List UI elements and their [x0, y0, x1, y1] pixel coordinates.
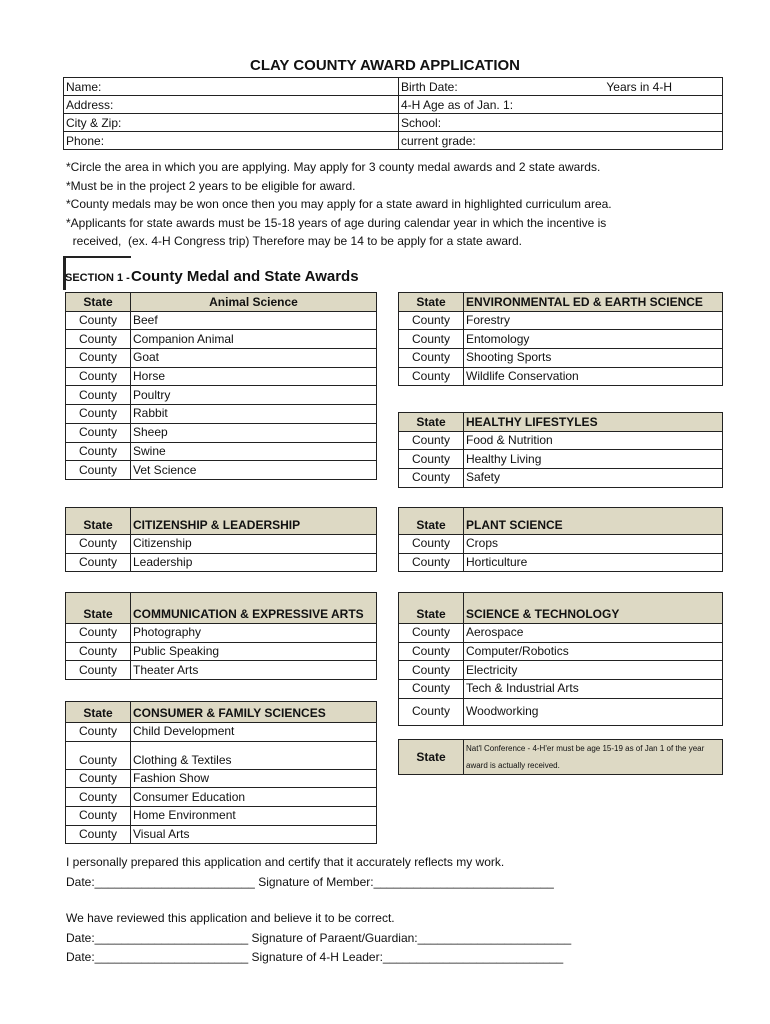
project-item[interactable]: Beef [131, 311, 377, 330]
county-option[interactable]: County [66, 442, 131, 461]
group-title: ENVIRONMENTAL ED & EARTH SCIENCE [464, 293, 723, 312]
group-title: HEALTHY LIFESTYLES [464, 413, 723, 432]
state-option[interactable]: State [399, 740, 464, 775]
group-title: Animal Science [131, 293, 377, 312]
county-option[interactable]: County [66, 349, 131, 368]
project-item[interactable]: Electricity [464, 661, 723, 680]
group-citizenship [65, 507, 377, 572]
project-item[interactable]: Horticulture [464, 553, 723, 572]
project-item[interactable]: Rabbit [131, 405, 377, 424]
group-science-technology [398, 592, 723, 726]
state-option[interactable]: State [399, 508, 464, 535]
applicant-info-table [63, 77, 723, 150]
project-item[interactable]: Entomology [464, 330, 723, 349]
county-option[interactable]: County [66, 723, 131, 742]
county-option[interactable]: County [66, 423, 131, 442]
county-option[interactable]: County [66, 367, 131, 386]
group-title: CONSUMER & FAMILY SCIENCES [131, 702, 377, 723]
project-item[interactable]: Photography [131, 624, 377, 643]
county-option[interactable]: County [399, 311, 464, 330]
project-item[interactable]: Computer/Robotics [464, 642, 723, 661]
note: *Applicants for state awards must be 15-18 years of age during calendar year in which the incentive is [66, 215, 607, 230]
state-option[interactable]: State [399, 293, 464, 312]
county-option[interactable]: County [399, 367, 464, 386]
note: *County medals may be won once then you may apply for a state award in highlighted curriculum area. [66, 197, 612, 211]
group-healthy-lifestyles [398, 412, 723, 488]
project-item[interactable]: Clothing & Textiles [131, 741, 377, 769]
state-option[interactable]: State [399, 593, 464, 624]
county-option[interactable]: County [399, 450, 464, 469]
group-national-conference [398, 739, 723, 775]
school-field[interactable]: School: [399, 114, 723, 132]
reviewed-statement: We have reviewed this application and believe it to be correct. [66, 911, 395, 925]
certify-statement: I personally prepared this application and certify that it accurately reflects my work. [66, 855, 505, 869]
group-title: COMMUNICATION & EXPRESSIVE ARTS [131, 593, 377, 624]
county-option[interactable]: County [66, 741, 131, 769]
project-item[interactable]: Food & Nutrition [464, 431, 723, 450]
project-item[interactable]: Healthy Living [464, 450, 723, 469]
leader-signature-line[interactable]: Date:_______________________ Signature of 4-H Leader:___________________________ [66, 950, 564, 964]
group-title: PLANT SCIENCE [464, 508, 723, 535]
project-item[interactable]: Forestry [464, 311, 723, 330]
project-item[interactable]: Poultry [131, 386, 377, 405]
project-item[interactable]: Wildlife Conservation [464, 367, 723, 386]
project-item[interactable]: Shooting Sports [464, 349, 723, 368]
project-item[interactable]: Theater Arts [131, 661, 377, 680]
project-item[interactable]: Horse [131, 367, 377, 386]
county-option[interactable]: County [66, 769, 131, 788]
section-title: County Medal and State Awards [131, 268, 359, 285]
note: *Must be in the project 2 years to be eligible for award. [66, 178, 356, 193]
county-option[interactable]: County [66, 405, 131, 424]
group-consumer-family [65, 701, 377, 844]
project-item[interactable]: Aerospace [464, 624, 723, 643]
parent-signature-line[interactable]: Date:_______________________ Signature of Paraent/Guardian:_______________________ [66, 931, 572, 945]
project-item[interactable]: Vet Science [131, 461, 377, 480]
state-option[interactable]: State [66, 702, 131, 723]
state-option[interactable]: State [66, 508, 131, 535]
county-option[interactable]: County [66, 788, 131, 807]
county-option[interactable]: County [399, 624, 464, 643]
county-option[interactable]: County [66, 461, 131, 480]
county-option[interactable]: County [399, 469, 464, 488]
group-plant-science [398, 507, 723, 572]
grade-field[interactable]: current grade: [399, 132, 723, 150]
project-item[interactable]: Goat [131, 349, 377, 368]
project-item[interactable]: Safety [464, 469, 723, 488]
note: received, (ex. 4-H Congress trip) Therefore may be 14 to be apply for a state award. [66, 234, 522, 248]
project-item[interactable]: Sheep [131, 423, 377, 442]
county-option[interactable]: County [66, 825, 131, 844]
project-item[interactable]: Home Environment [131, 807, 377, 826]
form-title: CLAY COUNTY AWARD APPLICATION [249, 57, 521, 74]
instructions [66, 158, 726, 251]
name-field[interactable]: Name: [64, 78, 399, 96]
years-in-4h-label: Years in 4-H [606, 79, 672, 94]
state-option[interactable]: State [399, 413, 464, 432]
birth-date-field[interactable]: Birth Date: Years in 4-H [399, 78, 723, 96]
member-signature-line[interactable]: Date:________________________ Signature of Member:___________________________ [66, 875, 554, 889]
project-item[interactable]: Fashion Show [131, 769, 377, 788]
national-conference-note: Nat'l Conference - 4-H'er must be age 15-19 as of Jan 1 of the year award is actually received. [464, 740, 723, 775]
group-title: SCIENCE & TECHNOLOGY [464, 593, 723, 624]
section-label: SECTION 1 - [65, 272, 130, 284]
group-animal-science [65, 292, 377, 480]
project-item[interactable]: Companion Animal [131, 330, 377, 349]
county-option[interactable]: County [399, 698, 464, 725]
county-option[interactable]: County [399, 535, 464, 554]
county-option[interactable]: County [399, 431, 464, 450]
county-option[interactable]: County [66, 807, 131, 826]
project-item[interactable]: Tech & Industrial Arts [464, 680, 723, 699]
county-option[interactable]: County [399, 330, 464, 349]
group-communication [65, 592, 377, 680]
project-item[interactable]: Public Speaking [131, 642, 377, 661]
county-option[interactable]: County [66, 535, 131, 554]
project-item[interactable]: Leadership [131, 553, 377, 572]
county-option[interactable]: County [399, 553, 464, 572]
group-environmental [398, 292, 723, 386]
city-zip-field[interactable]: City & Zip: [64, 114, 399, 132]
county-option[interactable]: County [399, 680, 464, 699]
note: *Circle the area in which you are applying. May apply for 3 county medal awards and 2 state awards. [66, 160, 601, 174]
state-option[interactable]: State [66, 593, 131, 624]
county-option[interactable]: County [66, 330, 131, 349]
county-option[interactable]: County [66, 642, 131, 661]
group-title: CITIZENSHIP & LEADERSHIP [131, 508, 377, 535]
county-option[interactable]: County [66, 624, 131, 643]
project-item[interactable]: Consumer Education [131, 788, 377, 807]
county-option[interactable]: County [66, 386, 131, 405]
project-item[interactable]: Crops [464, 535, 723, 554]
age-field[interactable]: 4-H Age as of Jan. 1: [399, 96, 723, 114]
project-item[interactable]: Visual Arts [131, 825, 377, 844]
phone-field[interactable]: Phone: [64, 132, 399, 150]
county-option[interactable]: County [399, 642, 464, 661]
county-option[interactable]: County [66, 311, 131, 330]
section-header [63, 256, 377, 290]
county-option[interactable]: County [399, 661, 464, 680]
project-item[interactable]: Child Development [131, 723, 377, 742]
address-field[interactable]: Address: [64, 96, 399, 114]
state-option[interactable]: State [66, 293, 131, 312]
county-option[interactable]: County [66, 661, 131, 680]
project-item[interactable]: Citizenship [131, 535, 377, 554]
project-item[interactable]: Woodworking [464, 698, 723, 725]
project-item[interactable]: Swine [131, 442, 377, 461]
county-option[interactable]: County [399, 349, 464, 368]
county-option[interactable]: County [66, 553, 131, 572]
